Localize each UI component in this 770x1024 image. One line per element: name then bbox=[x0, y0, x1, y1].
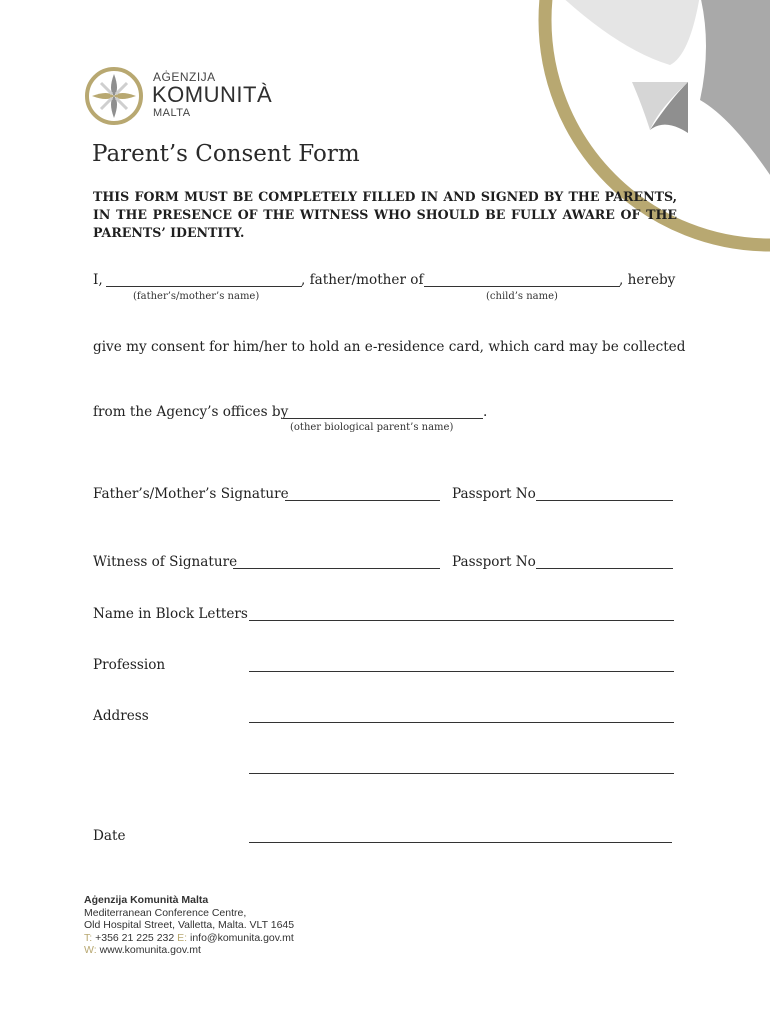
phone-prefix: T: bbox=[84, 931, 93, 944]
footer-phone-email bbox=[84, 932, 294, 945]
address-field-line1[interactable] bbox=[249, 722, 674, 723]
web-prefix: W: bbox=[84, 944, 97, 956]
parent-name-field[interactable] bbox=[106, 286, 302, 287]
brand-line-malta: MALTA bbox=[153, 107, 191, 119]
footer-address-line1: Mediterranean Conference Centre, bbox=[84, 906, 247, 919]
footer-address-line2: Old Hospital Street, Valletta, Malta. VLT 1645 bbox=[84, 919, 295, 931]
hint-other-parent: (other biological parent’s name) bbox=[290, 422, 454, 433]
parent-signature-field[interactable] bbox=[285, 500, 440, 501]
footer-org-name: Aġenzija Komunità Malta bbox=[84, 894, 209, 906]
hint-child-name: (child’s name) bbox=[486, 291, 558, 302]
line3-suffix: . bbox=[483, 404, 488, 420]
witness-signature-field[interactable] bbox=[233, 568, 440, 569]
block-letters-field[interactable] bbox=[249, 620, 674, 621]
profession-label: Profession bbox=[93, 657, 166, 673]
komunita-logo-icon bbox=[84, 66, 144, 126]
brand-line-agenzija: AĠENZIJA bbox=[153, 70, 216, 84]
footer-email[interactable]: info@komunita.gov.mt bbox=[189, 931, 294, 944]
date-field[interactable] bbox=[249, 842, 672, 843]
passport-label-2: Passport No bbox=[452, 554, 536, 570]
brand-line-komunita: KOMUNITÀ bbox=[152, 82, 273, 107]
witness-passport-field[interactable] bbox=[536, 568, 673, 569]
form-instructions: THIS FORM MUST BE COMPLETELY FILLED IN AND SIGNED BY THE PARENTS, IN THE PRESENCE OF THE WITNESS WHO SHOULD BE FULLY AWARE OF THE PARENTS’ IDENTITY. bbox=[93, 189, 677, 240]
block-letters-label: Name in Block Letters bbox=[93, 606, 248, 622]
address-label: Address bbox=[93, 708, 149, 724]
witness-signature-label: Witness of Signature bbox=[93, 554, 238, 570]
footer-contact bbox=[84, 894, 294, 957]
line3-prefix: from the Agency’s offices by bbox=[93, 404, 289, 420]
footer-web[interactable]: www.komunita.gov.mt bbox=[99, 944, 201, 956]
passport-label-1: Passport No bbox=[452, 486, 536, 502]
form-title: Parent’s Consent Form bbox=[92, 141, 360, 167]
line1-prefix: I, bbox=[93, 272, 103, 288]
address-field-line2[interactable] bbox=[249, 773, 674, 774]
date-label: Date bbox=[93, 828, 126, 844]
child-name-field[interactable] bbox=[424, 286, 620, 287]
other-parent-name-field[interactable] bbox=[283, 418, 483, 419]
line1-middle: , father/mother of bbox=[301, 272, 424, 288]
consent-text: give my consent for him/her to hold an e-residence card, which card may be collected bbox=[93, 339, 686, 355]
email-prefix: E: bbox=[177, 931, 188, 944]
hint-parent-name: (father’s/mother’s name) bbox=[133, 291, 260, 302]
parent-passport-field[interactable] bbox=[536, 500, 673, 501]
footer-phone: +356 21 225 232 bbox=[95, 931, 175, 944]
parent-signature-label: Father’s/Mother’s Signature bbox=[93, 486, 289, 502]
footer-web-row bbox=[84, 944, 294, 957]
line1-suffix: , hereby bbox=[619, 272, 676, 288]
profession-field[interactable] bbox=[249, 671, 674, 672]
